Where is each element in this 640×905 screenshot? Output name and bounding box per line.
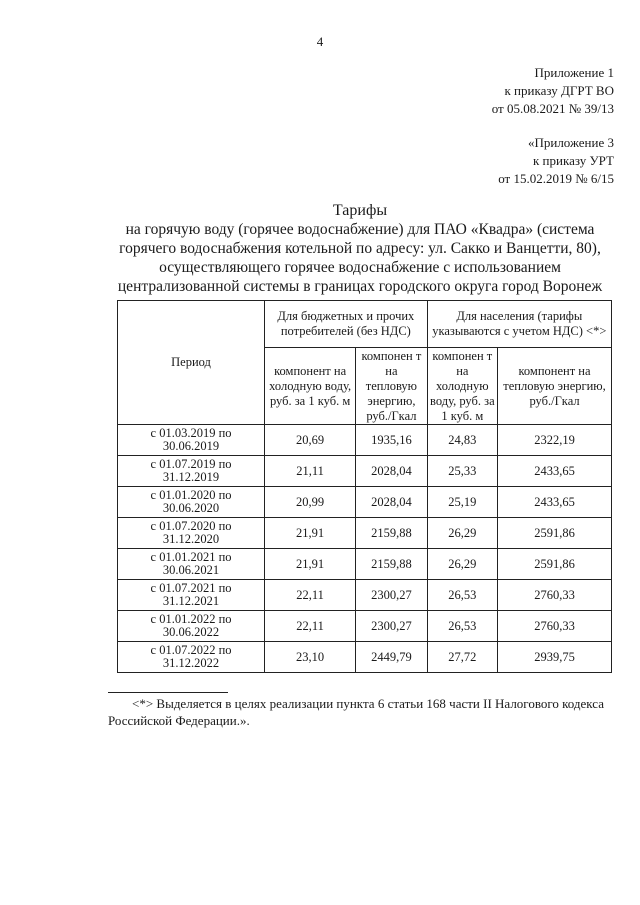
footnote: <*> Выделяется в целях реализации пункта 6 статьи 168 части II Налогового кодекса Российской Федерации.».	[108, 696, 604, 728]
period-cell: с 01.07.2022 по 31.12.2022	[118, 642, 265, 673]
table-row	[118, 580, 612, 611]
population-heat-value: 2760,33	[498, 611, 612, 642]
budget-cold-value: 21,11	[265, 456, 356, 487]
population-cold-value: 26,29	[427, 518, 497, 549]
document-title	[100, 201, 620, 296]
population-heat-value: 2591,86	[498, 518, 612, 549]
table-row	[118, 518, 612, 549]
budget-cold-value: 22,11	[265, 611, 356, 642]
title-line: осуществляющего горячее водоснабжение с использованием	[159, 259, 561, 276]
population-cold-water-header: компонен т на холодную воду, руб. за 1 куб. м	[427, 348, 497, 425]
population-heat-energy-header: компонент на тепловую энергию, руб./Гкал	[498, 348, 612, 425]
page-number: 4	[316, 34, 324, 49]
budget-cold-value: 21,91	[265, 518, 356, 549]
title-line: на горячую воду (горячее водоснабжение) для ПАО «Квадра» (система	[125, 221, 595, 238]
table-row	[118, 642, 612, 673]
budget-cold-value: 23,10	[265, 642, 356, 673]
period-header: Период	[118, 301, 265, 425]
budget-heat-energy-header: компонен т на тепловую энергию, руб./Гкал	[356, 348, 427, 425]
title-line: горячего водоснабжения котельной по адресу: ул. Сакко и Ванцетти, 80),	[119, 240, 601, 257]
period-cell: с 01.01.2022 по 30.06.2022	[118, 611, 265, 642]
population-cold-value: 26,53	[427, 580, 497, 611]
tariff-table	[117, 300, 612, 673]
appendix-3-reference	[498, 134, 614, 188]
population-cold-value: 26,53	[427, 611, 497, 642]
population-heat-value: 2591,86	[498, 549, 612, 580]
population-heat-value: 2939,75	[498, 642, 612, 673]
population-heat-value: 2433,65	[498, 487, 612, 518]
budget-cold-value: 22,11	[265, 580, 356, 611]
appendix-3-title: «Приложение 3	[527, 135, 614, 150]
population-heat-value: 2760,33	[498, 580, 612, 611]
footnote-separator	[108, 692, 228, 693]
period-cell: с 01.07.2021 по 31.12.2021	[118, 580, 265, 611]
appendix-1-order: к приказу ДГРТ ВО	[504, 83, 614, 98]
budget-heat-value: 2159,88	[356, 549, 427, 580]
table-row	[118, 487, 612, 518]
table-row	[118, 425, 612, 456]
population-cold-value: 26,29	[427, 549, 497, 580]
budget-heat-value: 2449,79	[356, 642, 427, 673]
period-cell: с 01.01.2020 по 30.06.2020	[118, 487, 265, 518]
population-cold-value: 24,83	[427, 425, 497, 456]
budget-cold-value: 20,69	[265, 425, 356, 456]
budget-consumers-header: Для бюджетных и прочих потребителей (без НДС)	[265, 301, 428, 348]
title-heading: Тарифы	[332, 202, 388, 219]
population-heat-value: 2433,65	[498, 456, 612, 487]
period-cell: с 01.03.2019 по 30.06.2019	[118, 425, 265, 456]
population-cold-value: 27,72	[427, 642, 497, 673]
budget-heat-value: 2300,27	[356, 611, 427, 642]
budget-heat-value: 2028,04	[356, 487, 427, 518]
table-row	[118, 456, 612, 487]
appendix-1-title: Приложение 1	[534, 65, 614, 80]
table-row	[118, 549, 612, 580]
population-cold-value: 25,19	[427, 487, 497, 518]
appendix-3-date: от 15.02.2019 № 6/15	[498, 171, 614, 186]
budget-heat-value: 2300,27	[356, 580, 427, 611]
appendix-1-reference	[492, 64, 614, 118]
budget-cold-value: 20,99	[265, 487, 356, 518]
population-cold-value: 25,33	[427, 456, 497, 487]
population-heat-value: 2322,19	[498, 425, 612, 456]
budget-heat-value: 1935,16	[356, 425, 427, 456]
title-line: централизованной системы в границах городского округа город Воронеж	[117, 278, 603, 295]
budget-heat-value: 2028,04	[356, 456, 427, 487]
appendix-1-date: от 05.08.2021 № 39/13	[491, 101, 614, 116]
table-row	[118, 611, 612, 642]
appendix-3-order: к приказу УРТ	[532, 153, 614, 168]
budget-cold-value: 21,91	[265, 549, 356, 580]
period-cell: с 01.01.2021 по 30.06.2021	[118, 549, 265, 580]
budget-cold-water-header: компонент на холодную воду, руб. за 1 куб. м	[265, 348, 356, 425]
population-header: Для населения (тарифы указываются с учетом НДС) <*>	[427, 301, 611, 348]
period-cell: с 01.07.2019 по 31.12.2019	[118, 456, 265, 487]
period-cell: с 01.07.2020 по 31.12.2020	[118, 518, 265, 549]
budget-heat-value: 2159,88	[356, 518, 427, 549]
